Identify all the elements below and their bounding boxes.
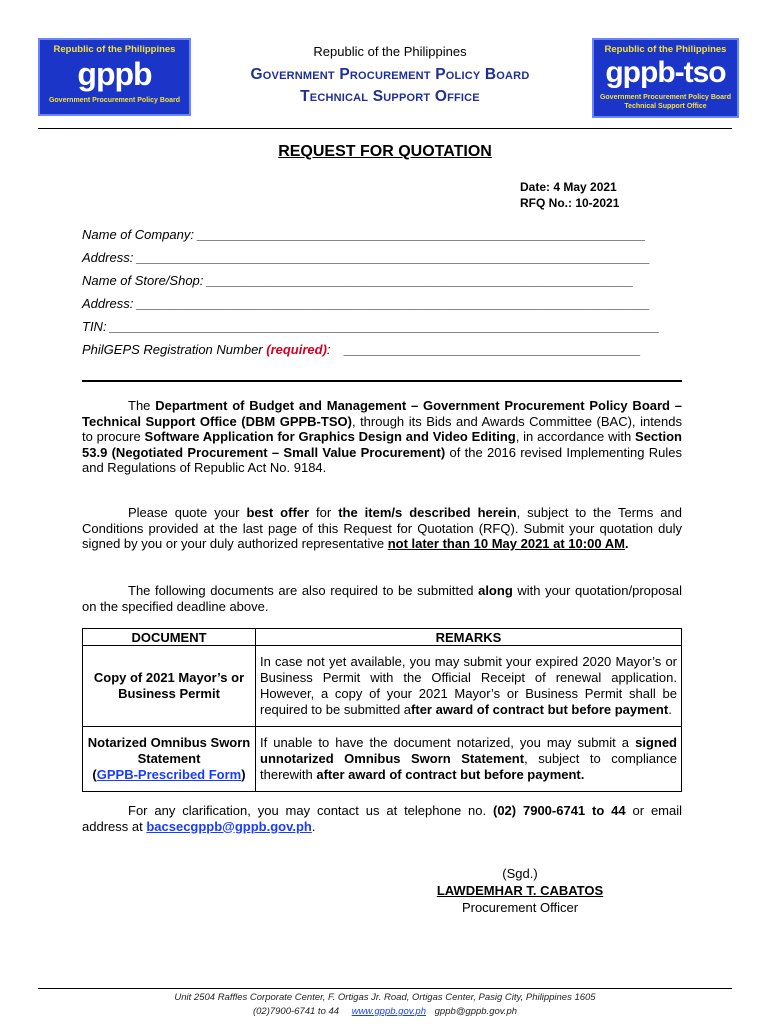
paren: ) — [241, 767, 246, 782]
remarks-cell — [256, 646, 682, 727]
text: with your quotation/proposal on the specified deadline above. — [82, 583, 682, 614]
header-divider — [38, 128, 732, 129]
quote-instructions-paragraph — [82, 505, 682, 552]
rfq-number: RFQ No.: 10-2021 — [520, 196, 620, 210]
header-country: Republic of the Philippines — [313, 44, 467, 59]
section-divider — [82, 380, 682, 382]
text: . — [580, 767, 585, 782]
contact-paragraph — [82, 803, 682, 834]
document-form-link-wrap — [87, 767, 251, 783]
prescribed-form-link[interactable]: GPPB-Prescribed Form — [96, 767, 242, 782]
text: , subject to the Terms and Conditions provided at the last page of this Request for Quotation (RFQ). Submit your quotation duly signed by you or your duly authorized representative — [82, 505, 682, 551]
tin-field[interactable]: TIN: ____________________________________________________________________________ — [82, 319, 660, 334]
document-name: Notarized Omnibus Sworn Statement — [87, 735, 251, 766]
footer-email: gppb@gppb.gov.ph — [434, 1006, 518, 1017]
text: In case not yet available, you may submit your expired 2020 Mayor’s or Business Permit with the Official Receipt of renewal application. However, a copy of your 2021 Mayor’s or Business Permit shall be required to be submitted a — [260, 654, 677, 717]
signed-marker: (Sgd.) — [502, 866, 538, 881]
logo-footer — [594, 93, 737, 111]
rfq-date: Date: 4 May 2021 — [520, 180, 617, 194]
text: For any clarification, you may contact us at telephone no. — [128, 803, 493, 818]
emphasis: fter award of contract but before payment — [411, 702, 669, 717]
text: of the 2016 revised Implementing Rules and Regulations of Republic Act No. 9184. — [82, 444, 682, 475]
philgeps-blank: _________________________________________ — [344, 342, 641, 357]
signature-block — [420, 865, 620, 916]
column-header-remarks: REMARKS — [256, 629, 682, 646]
text: . — [668, 702, 672, 717]
store-name-field[interactable]: Name of Store/Shop: ___________________________________________________________ — [82, 273, 634, 288]
philgeps-label: PhilGEPS Registration Number — [82, 342, 267, 357]
required-documents-table — [82, 628, 682, 792]
text: If unable to have the document notarized, you may submit a — [260, 735, 636, 750]
footer-phone: (02)7900-6741 to 44 — [252, 1006, 340, 1017]
logo-wordmark: gppb-tso — [605, 56, 726, 89]
legal-section: Section 53.9 (Negotiated Procurement – Small Value Procurement) — [82, 429, 682, 460]
footer-address: Unit 2504 Raffles Corporate Center, F. Ortigas Jr. Road, Ortigas Center, Pasig City, Philippines 1605 — [174, 992, 596, 1003]
footer-website-link[interactable]: www.gppb.gov.ph — [351, 1006, 426, 1017]
logo-caption: Republic of the Philippines — [604, 44, 727, 55]
paren: ( — [92, 767, 97, 782]
footer-divider — [38, 988, 732, 989]
gppb-tso-logo — [592, 38, 739, 118]
logo-caption: Republic of the Philippines — [53, 44, 176, 55]
text: . — [624, 536, 629, 551]
store-address-field[interactable]: Address: _______________________________________________________________________ — [82, 296, 651, 311]
text: , subject to compliance therewith — [260, 751, 677, 782]
intro-paragraph — [82, 398, 682, 476]
table-row — [83, 727, 682, 792]
emphasis: the item/s described herein — [338, 505, 517, 520]
philgeps-colon: : — [326, 342, 331, 357]
required-marker: (required) — [266, 342, 327, 357]
table-row — [83, 646, 682, 727]
text: , in accordance with — [515, 429, 636, 444]
signatory-name: LAWDEMHAR T. CABATOS — [436, 883, 604, 898]
email-link[interactable]: bacsecgppb@gppb.gov.ph — [146, 818, 312, 834]
emphasis: signed unnotarized Omnibus Sworn Statement — [260, 735, 677, 766]
logo-footer-line-1: Government Procurement Policy Board — [599, 94, 732, 101]
remarks-cell — [256, 727, 682, 792]
text: The — [128, 398, 156, 413]
logo-footer-line-2: Technical Support Office — [624, 103, 707, 110]
philgeps-field[interactable] — [82, 342, 641, 357]
text: or email address at — [82, 803, 683, 834]
text: , through its Bids and Awards Committee (BAC), intends to procure — [82, 413, 682, 444]
address-field[interactable]: Address: _______________________________________________________________________ — [82, 250, 651, 265]
text: . — [311, 818, 316, 834]
text: Please quote your — [128, 505, 247, 520]
text: The following documents are also required to be submitted — [128, 583, 479, 598]
procurement-item: Software Application for Graphics Design and Video Editing — [144, 429, 516, 444]
company-name-field[interactable]: Name of Company: ______________________________________________________________ — [82, 227, 646, 242]
phone-number: (02) 7900-6741 to 44 — [493, 803, 626, 818]
column-header-document: DOCUMENT — [83, 629, 256, 646]
table-header-row — [83, 629, 682, 646]
signatory-title: Procurement Officer — [461, 900, 579, 915]
logo-wordmark: gppb — [77, 56, 152, 92]
agency-line-1: Government Procurement Policy Board — [250, 66, 530, 83]
emphasis: along — [478, 583, 513, 598]
document-cell — [83, 727, 256, 792]
header-agency — [190, 64, 590, 108]
logo-footer: Government Procurement Policy Board — [48, 97, 181, 104]
deadline: not later than 10 May 2021 at 10:00 AM — [387, 536, 625, 551]
footer-contacts — [0, 1006, 770, 1017]
document-cell: Copy of 2021 Mayor’s or Business Permit — [83, 646, 256, 727]
emphasis: best offer — [246, 505, 310, 520]
documents-paragraph — [82, 583, 682, 614]
gppb-logo — [38, 38, 191, 116]
agency-full-name: Department of Budget and Management – Government Procurement Policy Board – Technical Support Office (DBM GPPB-TSO) — [82, 398, 683, 429]
text: for — [309, 505, 339, 520]
document-title: REQUEST FOR QUOTATION — [278, 143, 492, 160]
emphasis: after award of contract but before payment — [316, 767, 581, 782]
agency-line-2: Technical Support Office — [300, 88, 480, 105]
